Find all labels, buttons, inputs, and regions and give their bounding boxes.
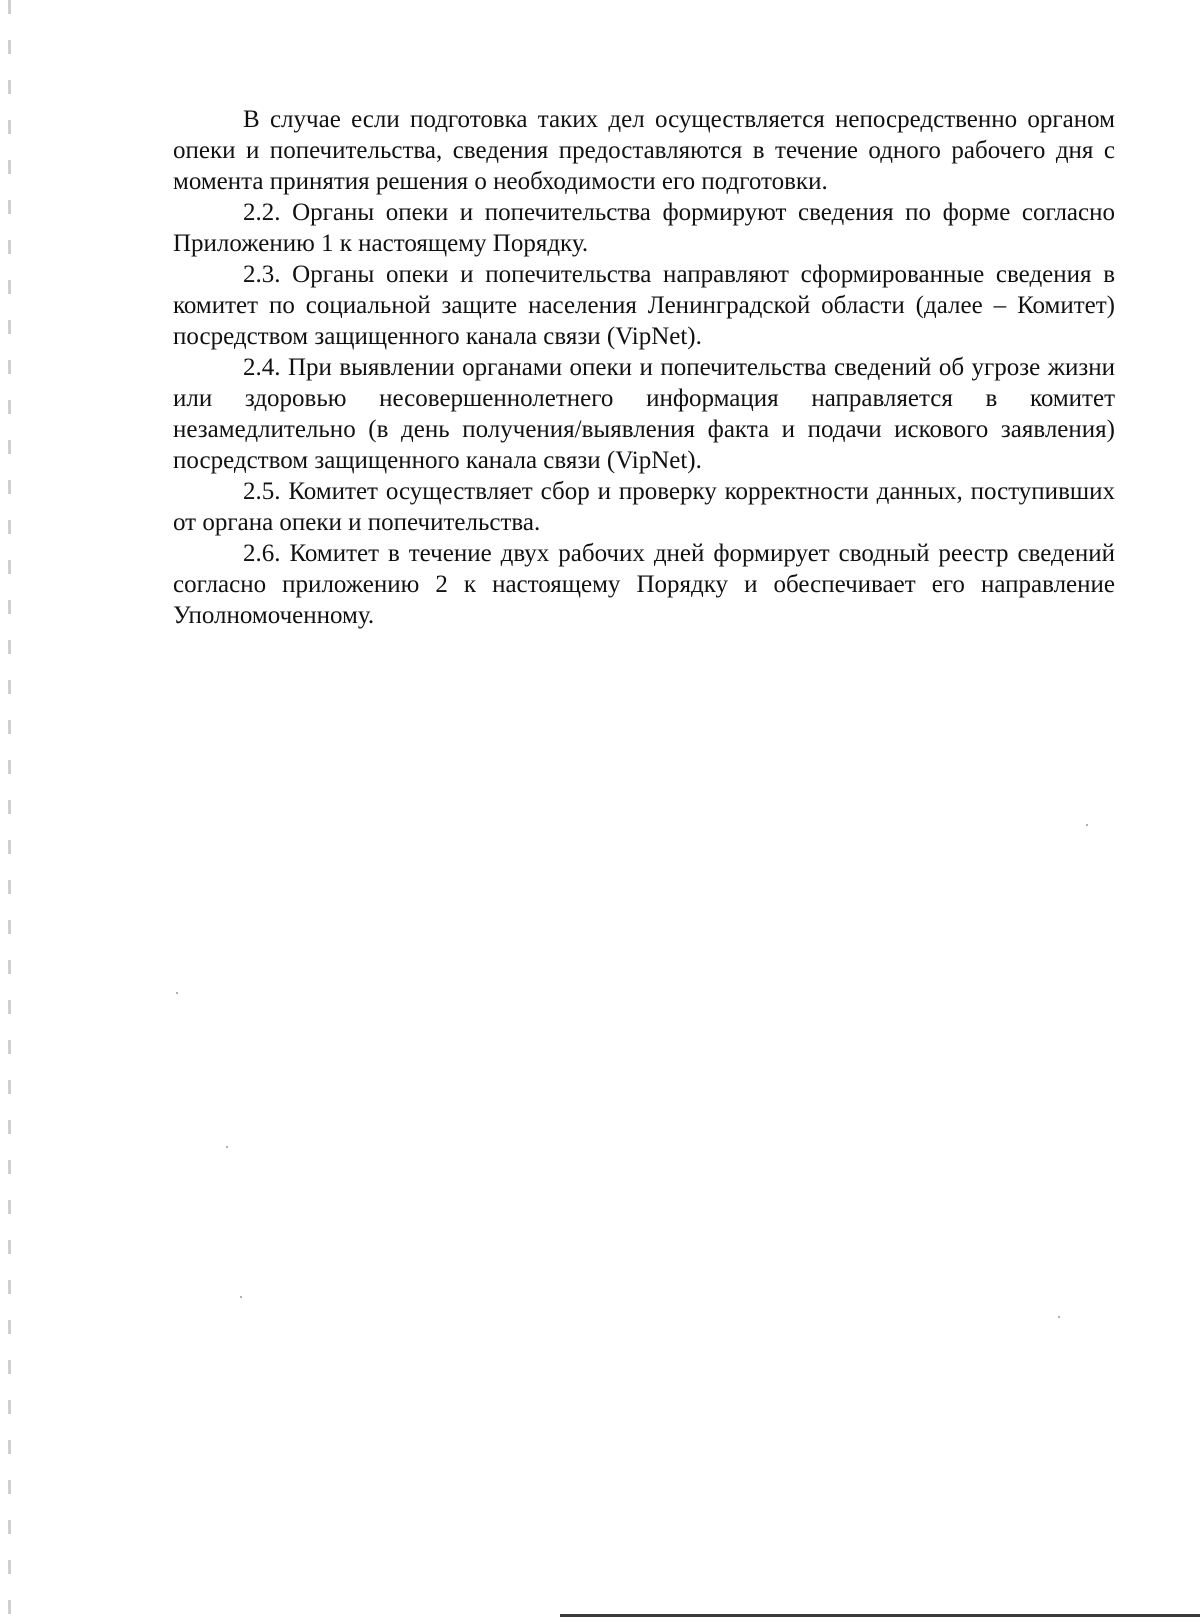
- paragraph-2-3: 2.3. Органы опеки и попечительства направляют сформированные сведения в комитет по социальной защите населения Ленинградской области (далее – Комитет) посредством защищенного канала связи (VipNet).: [173, 261, 1115, 350]
- scan-speck: [240, 1296, 242, 1298]
- scan-left-edge-artifact: [8, 0, 11, 1623]
- paragraph-2-2: 2.2. Органы опеки и попечительства формируют сведения по форме согласно Приложению 1 к настоящему Порядку.: [173, 199, 1115, 257]
- paragraph-intro: В случае если подготовка таких дел осуществляется непосредственно органом опеки и попечительства, сведения предоставляются в течение одного рабочего дня с момента принятия решения о необходимости его подготовки.: [173, 106, 1115, 195]
- paragraph-2-4: 2.4. При выявлении органами опеки и попечительства сведений об угрозе жизни или здоровью несовершеннолетнего информация направляется в комитет незамедлительно (в день получения/выявления факта и подачи искового заявления) посредством защищенного канала связи (VipNet).: [173, 354, 1115, 474]
- paragraph-2-5: 2.5. Комитет осуществляет сбор и проверку корректности данных, поступивших от органа опеки и попечительства.: [173, 478, 1115, 536]
- document-body: [173, 104, 1115, 631]
- scan-speck: [1086, 824, 1088, 826]
- scan-bottom-edge-artifact: [560, 1614, 1200, 1617]
- scan-speck: [226, 1146, 228, 1148]
- scan-speck: [176, 992, 178, 994]
- scan-speck: [1058, 1316, 1060, 1318]
- paragraph-2-6: 2.6. Комитет в течение двух рабочих дней формирует сводный реестр сведений согласно приложению 2 к настоящему Порядку и обеспечивает его направление Уполномоченному.: [173, 540, 1115, 629]
